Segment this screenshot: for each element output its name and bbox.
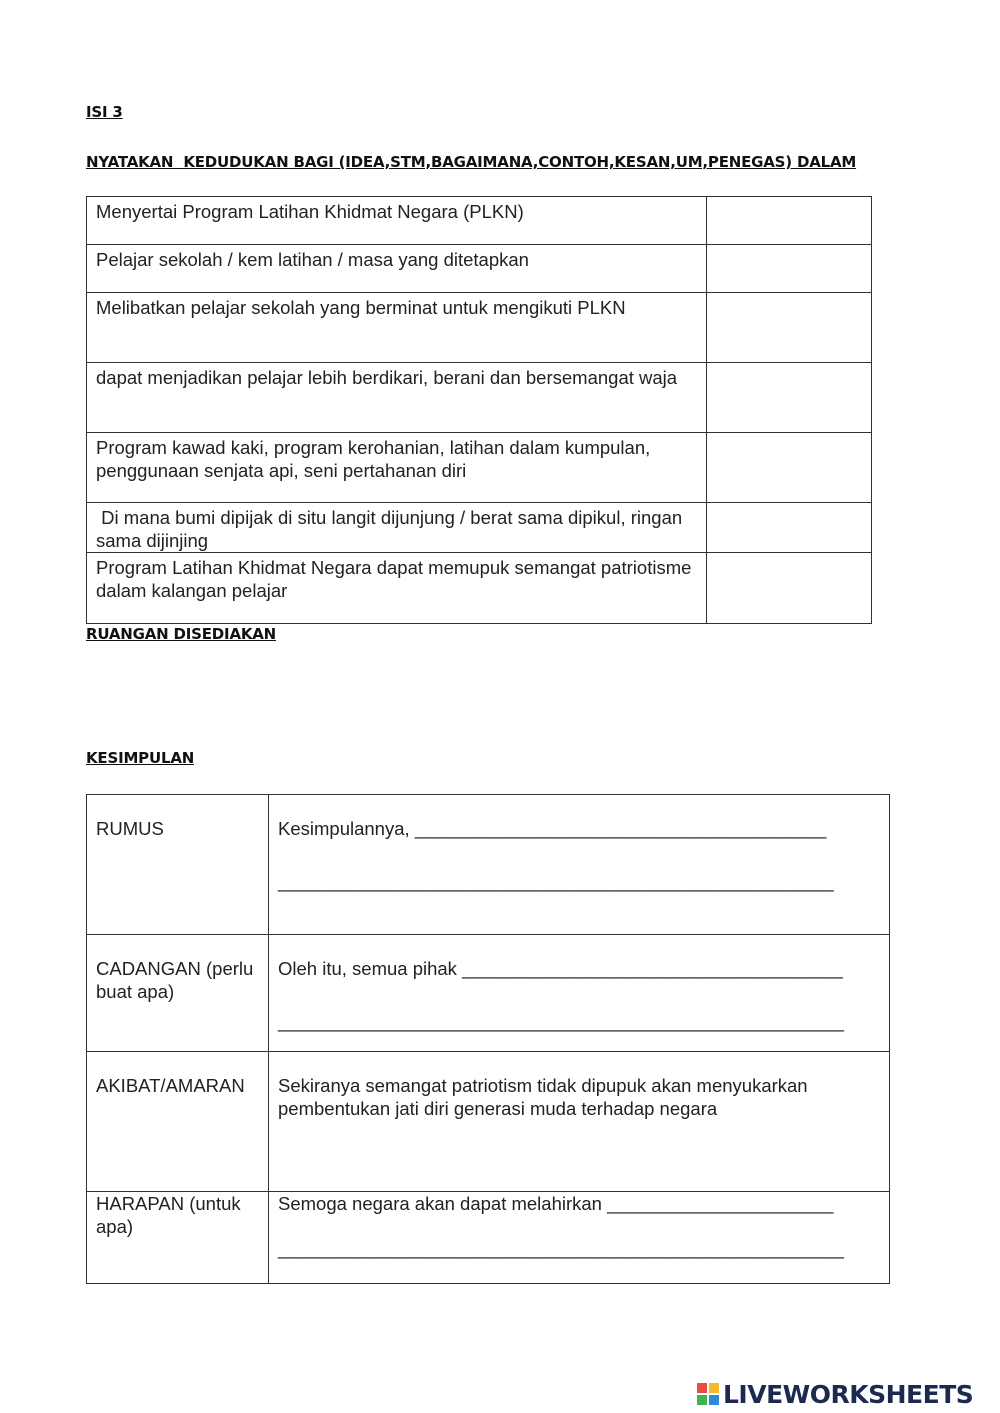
isi-table [86, 196, 872, 624]
table-row [87, 503, 872, 553]
table-row [87, 245, 872, 293]
table-row [87, 553, 872, 624]
row-text: Sekiranya semangat patriotism tidak dipupuk akan menyukarkan pembentukan jati diri generasi muda terhadap negara [278, 1075, 808, 1119]
table-row [87, 363, 872, 433]
kesimpulan-table [86, 794, 890, 1284]
isi-title: ISI 3 [86, 103, 123, 121]
statement-cell: Program Latihan Khidmat Negara dapat memupuk semangat patriotisme dalam kalangan pelajar [87, 553, 707, 624]
answer-cell[interactable] [706, 553, 871, 624]
logo-block [697, 1383, 707, 1393]
answer-cell[interactable] [706, 363, 871, 433]
answer-cell[interactable] [706, 433, 871, 503]
blank-line: ______________________________________________________ [278, 871, 834, 892]
blank-line: _______________________________________________________ [278, 1011, 844, 1032]
ruangan-heading: RUANGAN DISEDIAKAN [86, 625, 277, 643]
row-text: Semoga negara akan dapat melahirkan ______________________ [278, 1193, 834, 1214]
statement-cell: Menyertai Program Latihan Khidmat Negara (PLKN) [87, 197, 707, 245]
answer-cell[interactable] [706, 293, 871, 363]
table-row [87, 1192, 890, 1284]
row-content [269, 1192, 890, 1284]
row-text: Kesimpulannya, ________________________________________ [278, 818, 827, 839]
row-content [269, 935, 890, 1052]
statement-cell: Pelajar sekolah / kem latihan / masa yang ditetapkan [87, 245, 707, 293]
statement-cell: Melibatkan pelajar sekolah yang berminat untuk mengikuti PLKN [87, 293, 707, 363]
table-row [87, 197, 872, 245]
row-label: AKIBAT/AMARAN [87, 1052, 269, 1192]
row-label: RUMUS [87, 795, 269, 935]
row-content [269, 795, 890, 935]
answer-cell[interactable] [706, 197, 871, 245]
kesimpulan-title: KESIMPULAN [86, 749, 195, 767]
table-row [87, 795, 890, 935]
row-text: Oleh itu, semua pihak _____________________________________ [278, 958, 843, 979]
table-row [87, 433, 872, 503]
answer-cell[interactable] [706, 245, 871, 293]
table-row [87, 935, 890, 1052]
statement-cell: Program kawad kaki, program kerohanian, latihan dalam kumpulan, penggunaan senjata api, seni pertahanan diri [87, 433, 707, 503]
row-label: CADANGAN (perlu buat apa) [87, 935, 269, 1052]
logo-blocks-icon [697, 1383, 719, 1405]
table-row [87, 1052, 890, 1192]
logo-text: LIVEWORKSHEETS [723, 1379, 974, 1409]
table-row [87, 293, 872, 363]
row-content [269, 1052, 890, 1192]
instruction-heading: NYATAKAN KEDUDUKAN BAGI (IDEA,STM,BAGAIMANA,CONTOH,KESAN,UM,PENEGAS) DALAM [86, 153, 857, 171]
statement-cell: dapat menjadikan pelajar lebih berdikari, berani dan bersemangat waja [87, 363, 707, 433]
liveworksheets-logo [697, 1378, 973, 1410]
logo-block [697, 1395, 707, 1405]
blank-line: _______________________________________________________ [278, 1238, 844, 1259]
statement-cell: Di mana bumi dipijak di situ langit dijunjung / berat sama dipikul, ringan sama dijinjing [87, 503, 707, 553]
row-label: HARAPAN (untuk apa) [87, 1192, 269, 1284]
logo-block [709, 1395, 719, 1405]
answer-cell[interactable] [706, 503, 871, 553]
logo-block [709, 1383, 719, 1393]
